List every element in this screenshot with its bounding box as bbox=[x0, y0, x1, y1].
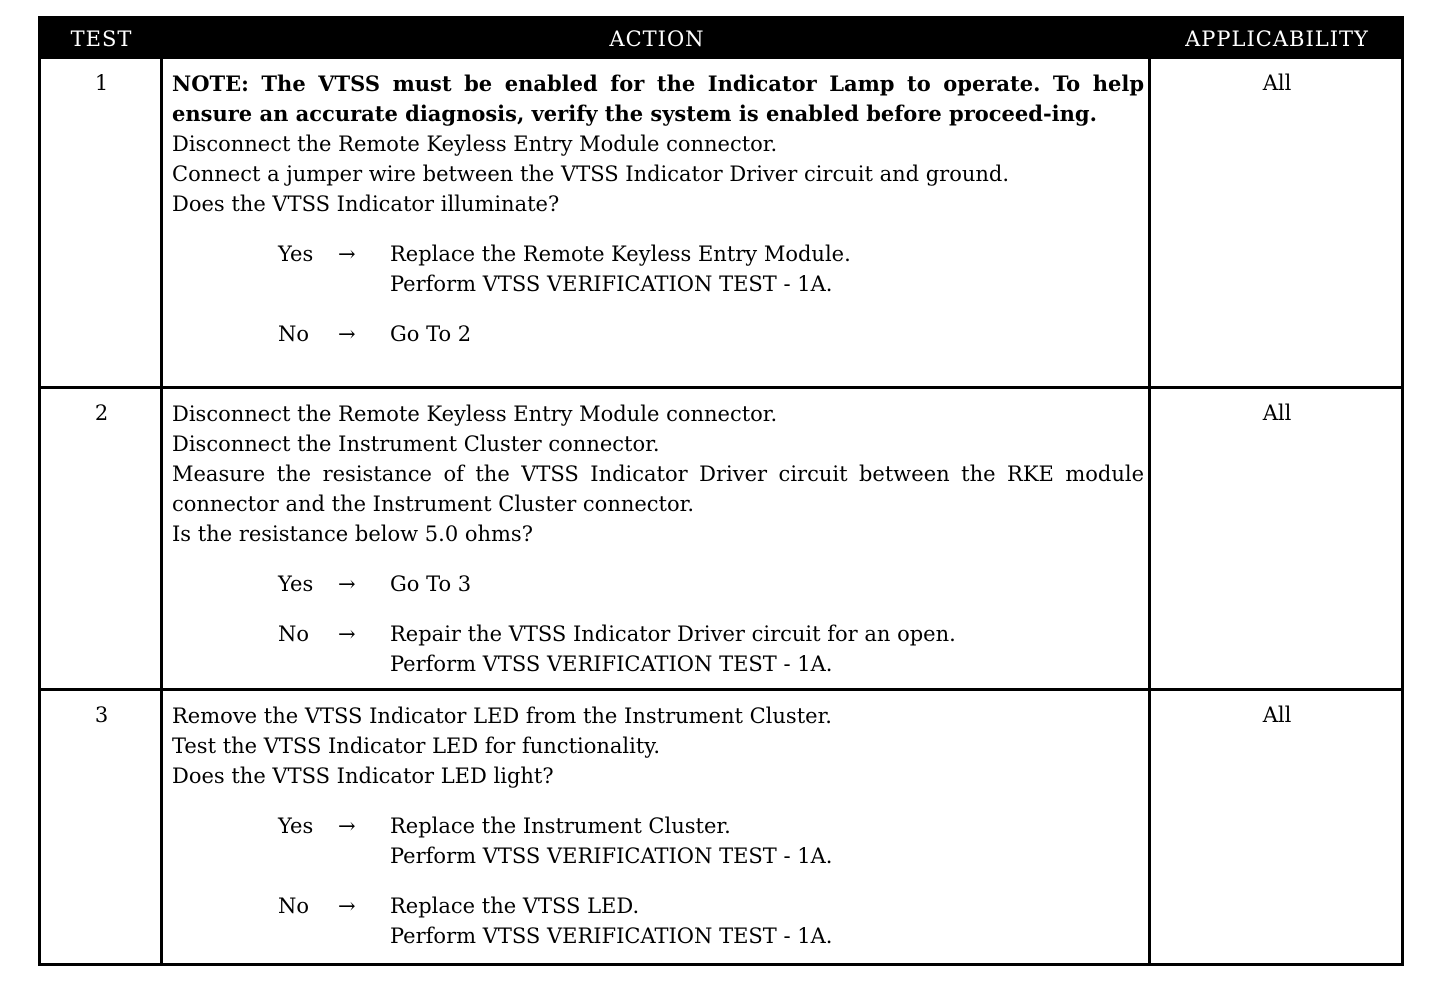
header-test: TEST bbox=[70, 27, 133, 51]
yes-label: Yes bbox=[278, 242, 314, 266]
answers bbox=[172, 811, 1144, 951]
header-action: ACTION bbox=[609, 27, 705, 51]
answer-line: Perform VTSS VERIFICATION TEST - 1A. bbox=[390, 924, 833, 948]
answer-line: Perform VTSS VERIFICATION TEST - 1A. bbox=[390, 844, 833, 868]
table-header bbox=[41, 19, 1401, 59]
note-text: NOTE: The VTSS must be enabled for the Indicator Lamp to operate. To help ensure an accurate diagnosis, verify the system is enabled before proceed-ing. bbox=[172, 71, 1144, 126]
step-line: Remove the VTSS Indicator LED from the Instrument Cluster. bbox=[172, 704, 832, 728]
answer-no bbox=[172, 891, 1144, 951]
applicability-value: All bbox=[1262, 703, 1292, 727]
diagnostic-table bbox=[38, 16, 1404, 966]
step-question: Is the resistance below 5.0 ohms? bbox=[172, 522, 533, 546]
answers bbox=[172, 569, 1144, 679]
answers bbox=[172, 239, 1144, 349]
test-number: 2 bbox=[94, 401, 109, 425]
no-label: No bbox=[278, 622, 310, 646]
test-number: 1 bbox=[94, 71, 109, 95]
table-row bbox=[41, 389, 1401, 688]
step-question: Does the VTSS Indicator LED light? bbox=[172, 764, 554, 788]
answer-no bbox=[172, 619, 1144, 679]
action-cell bbox=[172, 399, 1144, 679]
answer-yes bbox=[172, 239, 1144, 299]
applicability-value: All bbox=[1262, 71, 1292, 95]
no-label: No bbox=[278, 322, 310, 346]
answer-line: Go To 2 bbox=[390, 322, 472, 346]
step-question: Does the VTSS Indicator illuminate? bbox=[172, 192, 560, 216]
step-line: Disconnect the Instrument Cluster connector. bbox=[172, 432, 660, 456]
right-arrow-icon: → bbox=[338, 322, 356, 346]
answer-text bbox=[390, 319, 471, 349]
answer-text bbox=[390, 239, 851, 299]
answer-text bbox=[390, 891, 832, 951]
applicability-value: All bbox=[1262, 401, 1292, 425]
answer-no bbox=[172, 319, 1144, 349]
answer-line: Go To 3 bbox=[390, 572, 472, 596]
answer-yes bbox=[172, 811, 1144, 871]
answer-line: Perform VTSS VERIFICATION TEST - 1A. bbox=[390, 272, 833, 296]
right-arrow-icon: → bbox=[338, 894, 356, 918]
header-applicability: APPLICABILITY bbox=[1185, 27, 1369, 51]
step-line: Disconnect the Remote Keyless Entry Module connector. bbox=[172, 402, 778, 426]
answer-line: Replace the Remote Keyless Entry Module. bbox=[390, 242, 851, 266]
step-line: Test the VTSS Indicator LED for functionality. bbox=[172, 734, 661, 758]
table-row bbox=[41, 59, 1401, 386]
table-row bbox=[41, 691, 1401, 963]
answer-text bbox=[390, 619, 956, 679]
right-arrow-icon: → bbox=[338, 622, 356, 646]
right-arrow-icon: → bbox=[338, 572, 356, 596]
action-cell bbox=[172, 701, 1144, 951]
answer-text bbox=[390, 811, 832, 871]
answer-line: Replace the VTSS LED. bbox=[390, 894, 640, 918]
no-label: No bbox=[278, 894, 310, 918]
test-number: 3 bbox=[94, 703, 109, 727]
right-arrow-icon: → bbox=[338, 242, 356, 266]
action-cell bbox=[172, 69, 1144, 349]
answer-text bbox=[390, 569, 471, 599]
step-line: Measure the resistance of the VTSS Indicator Driver circuit between the RKE module connector and the Instrument Cluster connector. bbox=[172, 462, 1144, 516]
answer-line: Repair the VTSS Indicator Driver circuit for an open. bbox=[390, 622, 956, 646]
step-line: Disconnect the Remote Keyless Entry Module connector. bbox=[172, 132, 778, 156]
yes-label: Yes bbox=[278, 814, 314, 838]
answer-line: Replace the Instrument Cluster. bbox=[390, 814, 731, 838]
answer-yes bbox=[172, 569, 1144, 599]
yes-label: Yes bbox=[278, 572, 314, 596]
right-arrow-icon: → bbox=[338, 814, 356, 838]
answer-line: Perform VTSS VERIFICATION TEST - 1A. bbox=[390, 652, 833, 676]
step-line: Connect a jumper wire between the VTSS Indicator Driver circuit and ground. bbox=[172, 162, 1010, 186]
